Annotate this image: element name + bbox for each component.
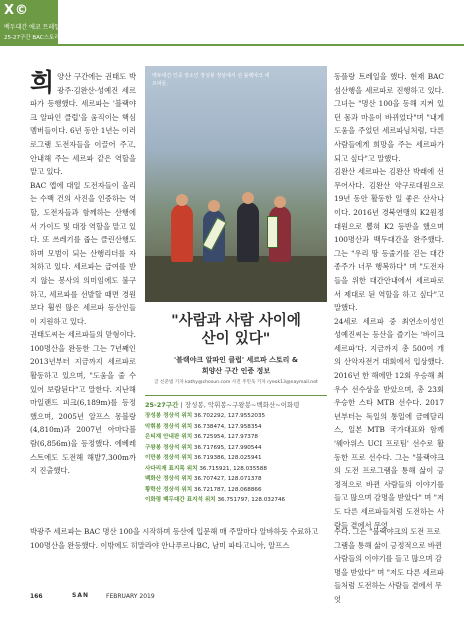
page-number: 166 [30,593,43,600]
subheadline-line-2: 희양산 구간 인증 정보 [201,367,271,375]
person-head [274,196,286,208]
section-subtitle: 25-27구간 BAC스토리 [4,35,60,41]
person-figure [171,204,193,262]
byline: 글 신준범 기자 kathy@chosun.com 사진 주민욱 기자 ryeok13@naymail.net [154,380,318,385]
checkpoint-row [145,495,327,506]
checkpoint-name: 구왕봉 정상석 위치 [145,444,193,451]
checkpoint-coords: 36.738474, 127.958354 [193,423,262,430]
paragraph: 김완산 세르파는 김완산 박래에 선무어사다. 김완산 약구로대원으로 19년 동안 활동한 일 좋은 산사나이다. 2016년 경북연맹의 K2원정대원으로 뽑혀 K2 등반을 했으며 100명산과 백두대간을 완주했다. 그는 "우리 땅 등줄기를 걷는 대간종주가 너무 행복하다" 며 "도전자들을 위한 대간안내에서 세르파로서 제대로 된 역할을 하고 싶다"고 말했다. [334,167,444,313]
summit-sign [267,216,278,248]
header-rule [58,44,464,46]
route-info-box [145,395,327,518]
group-photo [145,66,327,302]
photo-ground [145,256,327,302]
checkpoint-coords: 36.715921, 128.035588 [199,465,267,472]
paragraph: BAC 앱에 대일 도전자들이 올리는 수백 건의 사진을 인증하는 역할, 도전자들과 함께하는 산행에서 가이드 및 대장 역할을 맡고 있다. 또 쓰레기를 줍는 클린산행도 하며 모범이 되는 산행리더를 자처하고 있다. 세르파는 급여를 받지 않는 봉사의 의미임에도 불구하고, 세르파를 선발할 때면 경원보다 훨씬 많은 세르파 등산인들이 지원하고 있다. [30,180,136,326]
checkpoint-name: 황학산 정상석 위치 [145,486,193,493]
paragraph: 권태도씨는 세르파들의 맏형이다. 100명산을 완등한 그는 7년째인 2013년부터 지금까지 세르파로 활동하고 있으며, "도움을 줄 수 있어 보람된다"고 말한다. 지난해 마일랜드 피크(6,189m)를 등정했으며, 2005년 알프스 몽블랑(4,810m)과 2007년 아마다블람(6,856m)을 등정했다. 에베레스트에도 도전해 해발7,300m까지 진출했다. [30,330,136,476]
checkpoint-coords: 36.717695, 127.990544 [193,444,262,451]
person-head [176,194,188,206]
checkpoint-name: 은티재 안내판 위치 [145,434,193,440]
checkpoint-row [145,474,327,485]
article-headline [145,312,327,348]
checkpoint-name: 장성봉 정상석 위치 [145,413,193,419]
checkpoint-coords: 36.721787, 128.068866 [193,486,262,493]
page-footer [30,591,444,605]
subheadline-line-1: '블랙야크 알파인 클럽' 세르파 스토리 & [173,356,298,364]
bottom-right-paragraph: 수다. 그는 "블랙야크의 도전 프로그램을 통해 삶이 긍정적으로 바뀐 사람들의 이야기를 들고 많으며 감명을 받았다" 며 "저도 다른 세르파들처럼 도전하는 사람들 곁에서 무엇 [334,527,444,604]
article-subheadline [145,355,327,377]
headline-line-1: "사람과 사람 사이에 [171,313,301,329]
checkpoint-name: 이만봉 정상석 위치 [145,455,193,461]
paragraph: 24세로 세르파 중 최연소이성인 성예진씨는 등산을 즐기는 '바이크 세르파'다. 지금까지 총 500여 개의 산악자전거 대회에서 입상했다. 2016년 한 해에만 12회 우승해 최우수 선수상을 받았으며, 총 23회 우승한 스타 MTB 선수다. 2017년부터는 독일의 통일에 금메달리스, 일본 MTB 국가대표와 함께 '웨아위스 UCI 프로팀' 선수로 활동한 프로 선수다. 그는 "블랙야크의 도전 프로그램을 통해 삶이 긍정적으로 바뀐 사람들의 이야기를 들고 많으며 감명을 받았다" 며 "저도 다른 세르파들처럼 도전하는 사람들 곁에서 무엇 [334,316,444,530]
photo-caption: 백두대간 인증 장소인 장성봉 정상에서 선 블랙야크 세르파들. [152,73,270,87]
checkpoint-name: 백화산 정상석 위치 [145,476,193,482]
checkpoint-row [145,464,327,475]
checkpoint-row [145,485,327,496]
article-column-3 [334,70,444,532]
bottom-left-paragraph: 박광주 세르파는 BAC 명산 100을 시작하며 등산에 입문해 매 주말마다 알바하듯 수료하고 100명산을 완등했다. 이밖에도 히말라야 안나푸르나BC, 남미 파타고니아, 알프스 [30,527,319,550]
route-section: 25-27구간 [145,401,179,409]
checkpoint-coords: 36.719386, 128.025941 [193,455,262,461]
checkpoint-coords: 36.725954, 127.97378 [193,434,258,440]
person-head [242,192,254,204]
section-header [0,0,58,46]
article-column-1 [30,70,136,478]
section-logo: X© [4,3,30,18]
person-figure [237,202,259,262]
checkpoint-name: 악휘봉 정상석 위치 [145,423,193,430]
section-category: 백두대간 에코 트레일 [4,24,60,31]
checkpoint-name: 이화령 백두대간 표지석 위치 [145,497,216,503]
route-course: | 장성봉, 악휘봉~구왕봉~백화산~이화령 [180,401,300,409]
drop-cap: 희 [30,68,55,97]
checkpoint-row [145,453,327,464]
checkpoint-coords: 36.702292, 127.9552035 [193,413,266,419]
route-title [145,400,327,411]
paragraph: 양산 구간에는 권태도 박광주·김완산·성예진 세르파가 동행했다. 세르파는 '블랙야크 알파인 클럽'을 움직이는 핵심 멤버들이다. 6년 동안 1년는 이러 로그램 도전자들을 이끌어 주고, 안내해 주는 세르파 같은 역할을 맡고 있다. [30,72,136,177]
checkpoint-coords: 36.751797, 128.032746 [217,497,286,503]
person-head [208,200,220,212]
paragraph: 동플랑 트레일을 했다. 현재 BAC 섬산행을 세르파로 진행하고 있다. 그녀는 "명산 100을 동해 지켜 있던 몸과 마음이 바뀌었다"며 "내게 도움을 주었던 세르파님처럼, 다른 사람들에게 희망을 주는 세르파가 되고 싶다"고 말했다. [334,72,444,163]
checkpoint-row [145,443,327,454]
checkpoint-row [145,422,327,433]
checkpoint-name: 사다리재 표지목 위치 [145,465,198,472]
issue-date: FEBRUARY 2019 [106,593,155,600]
checkpoint-coords: 36.707427, 128.071378 [193,476,262,482]
checkpoint-row [145,432,327,443]
headline-line-2: 산이 있다" [201,331,271,347]
magazine-name: SAN [72,592,89,599]
checkpoint-row [145,411,327,422]
